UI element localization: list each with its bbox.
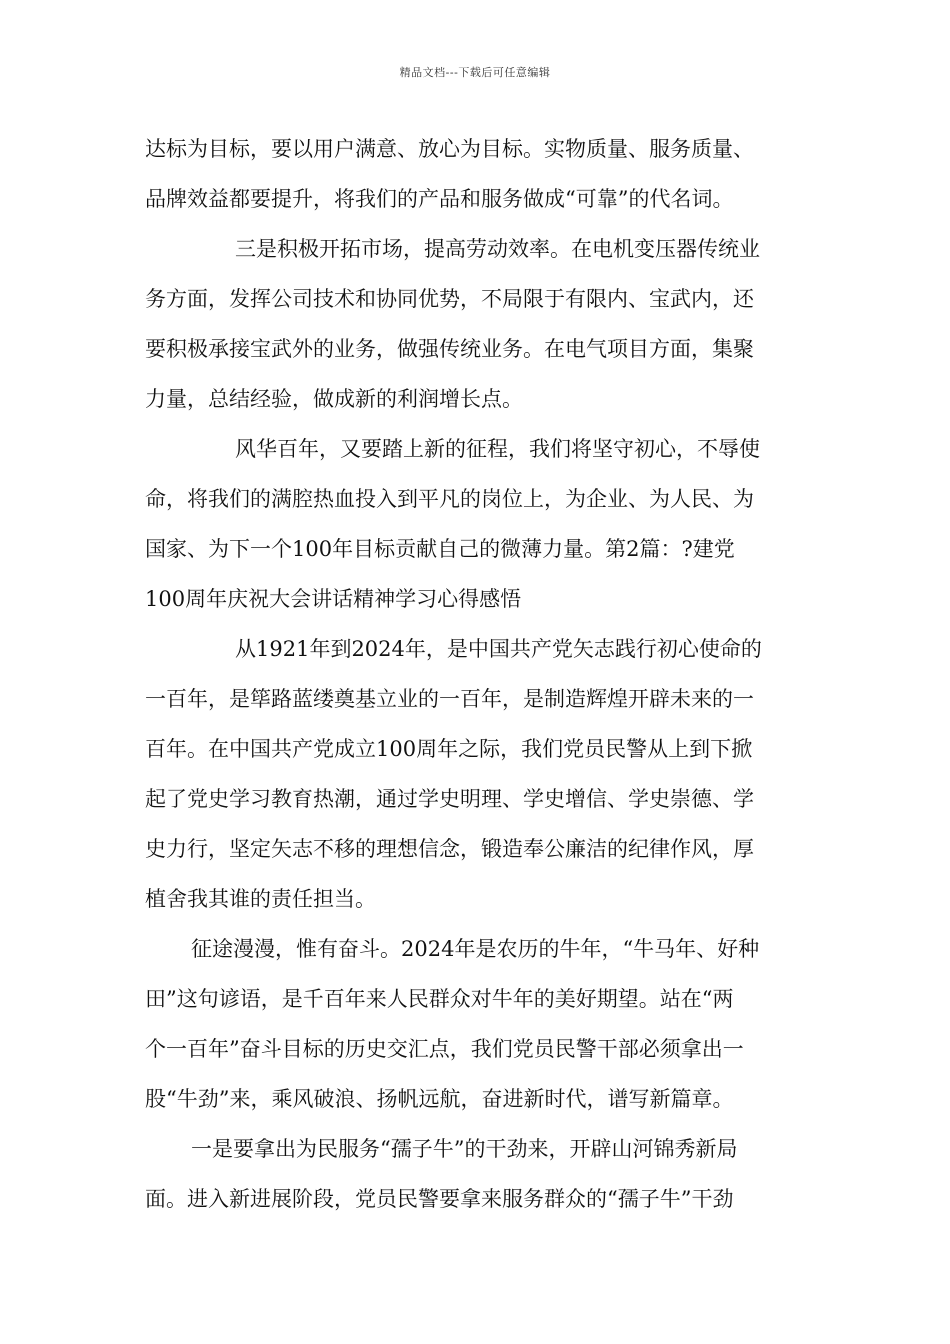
text-line: 股“牛劲”来，乘风破浪、扬帆远航，奋进新时代，谱写新篇章。 xyxy=(145,1087,734,1111)
text-line: 面。进入新进展阶段，党员民警要拿来服务群众的“孺子牛”干劲 xyxy=(145,1187,734,1211)
text-line: 务方面，发挥公司技术和协同优势，不局限于有限内、宝武内，还 xyxy=(145,287,754,311)
paragraph-start-line: 一是要拿出为民服务“孺子牛”的干劲来，开辟山河锦秀新局 xyxy=(191,1137,738,1161)
paragraph-start-line: 三是积极开拓市场，提高劳动效率。在电机变压器传统业 xyxy=(235,237,760,261)
text-line: 品牌效益都要提升，将我们的产品和服务做成“可靠”的代名词。 xyxy=(145,187,734,211)
text-line: 个一百年”奋斗目标的历史交汇点，我们党员民警干部必须拿出一 xyxy=(145,1037,744,1061)
text-line: 植舍我其谁的责任担当。 xyxy=(145,887,376,911)
text-line: 史力行，坚定矢志不移的理想信念，锻造奉公廉洁的纪律作风，厚 xyxy=(145,837,754,861)
text-line: 力量，总结经验，做成新的利润增长点。 xyxy=(145,387,523,411)
paragraph-start-line: 风华百年，又要踏上新的征程，我们将坚守初心，不辱使 xyxy=(235,437,760,461)
text-line: 百年。在中国共产党成立100周年之际，我们党员民警从上到下掀 xyxy=(145,737,753,761)
page-header: 精品文档---下载后可任意编辑 xyxy=(399,66,551,79)
paragraph-start-line: 从1921年到2024年，是中国共产党矢志践行初心使命的 xyxy=(235,637,762,661)
text-line: 要积极承接宝武外的业务，做强传统业务。在电气项目方面，集聚 xyxy=(145,337,754,361)
document-body xyxy=(145,124,805,1224)
text-line: 命，将我们的满腔热血投入到平凡的岗位上，为企业、为人民、为 xyxy=(145,487,754,511)
text-line: 达标为目标，要以用户满意、放心为目标。实物质量、服务质量、 xyxy=(145,137,754,161)
text-line: 国家、为下一个100年目标贡献自己的微薄力量。第2篇：?建党 xyxy=(145,537,735,561)
text-line: 起了党史学习教育热潮，通过学史明理、学史增信、学史崇德、学 xyxy=(145,787,754,811)
text-line: 田”这句谚语，是千百年来人民群众对牛年的美好期望。站在“两 xyxy=(145,987,734,1011)
paragraph-start-line: 征途漫漫，惟有奋斗。2024年是农历的牛年，“牛马年、好种 xyxy=(191,937,760,961)
text-line: 一百年，是筚路蓝缕奠基立业的一百年，是制造辉煌开辟未来的一 xyxy=(145,687,754,711)
text-line: 100周年庆祝大会讲话精神学习心得感悟 xyxy=(145,587,522,611)
